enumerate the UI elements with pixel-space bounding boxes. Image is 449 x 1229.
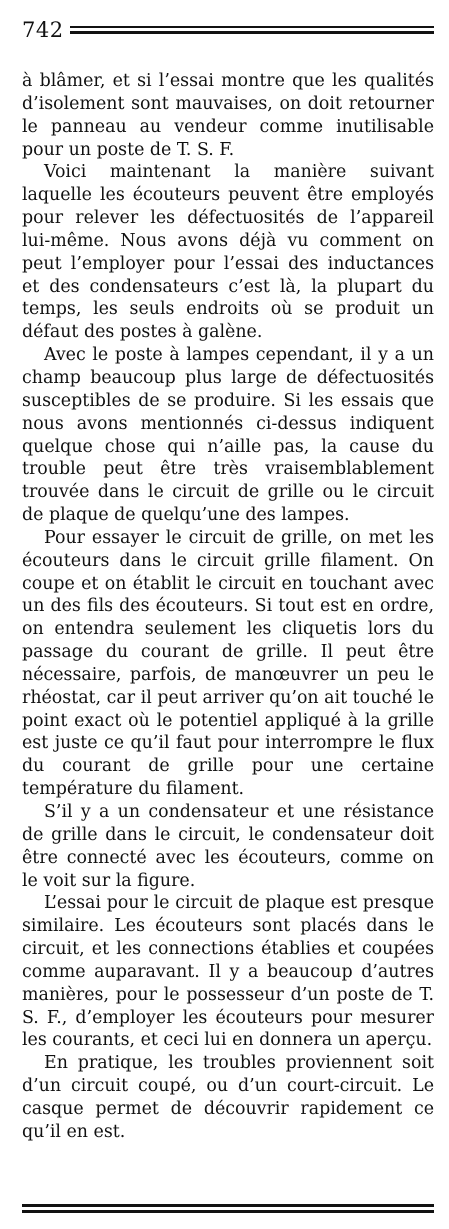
- footer-rule-lower-line: [22, 1210, 434, 1213]
- paragraph-en-pratique: En pratique, les troubles proviennent soit d’un circuit coupé, ou d’un court-circuit. Le casque permet de découvrir rapidement ce qu’il en est.: [22, 1053, 434, 1142]
- page-header: [22, 18, 434, 42]
- page-number: 742: [22, 18, 64, 42]
- paragraph-circuit-de-plaque: L’essai pour le circuit de plaque est presque similaire. Les écouteurs sont placés dans le circuit, et les connections établies et coupées comme auparavant. Il y a beaucoup d’autres manières, pour le possesseur d’un poste de T. S. F., d’employer les écouteurs pour mesurer les courants, et ceci lui en donnera un aperçu.: [22, 893, 434, 1051]
- header-rule: [70, 26, 434, 34]
- header-rule-thick-line: [70, 31, 434, 34]
- paragraph-ecouteurs-defectuosites: Voici maintenant la manière suivant laquelle les écouteurs peuvent être employés pour relever les défectuosités de l’appareil lui-même. Nous avons déjà vu comment on peut l’employer pour l’essai des inductances et des condensateurs c’est là, la plupart du temps, les seuls endroits où se produit un défaut des postes à galène.: [22, 162, 434, 343]
- footer-rule: [22, 1204, 434, 1214]
- header-rule-thin-line: [70, 26, 434, 28]
- footer-rule-upper-line: [22, 1204, 434, 1207]
- paragraph-circuit-de-grille: Pour essayer le circuit de grille, on met les écouteurs dans le circuit grille filament. On coupe et on établit le circuit en touchant avec un des fils des écouteurs. Si tout est en ordre, on entendra seulement les cliquetis lors du passage du courant de grille. Il peut être nécessaire, parfois, de manœuvrer un peu le rhéostat, car il peut arriver qu’on ait touché le point exact où le potentiel appliqué à la grille est juste ce qu’il faut pour interrompre le flux du courant de grille pour une certaine température du filament.: [22, 527, 434, 800]
- paragraph-poste-a-lampes: Avec le poste à lampes cependant, il y a un champ beaucoup plus large de défectuosités susceptibles de se produire. Si les essais que nous avons mentionnés ci-dessus indiquent quelque chose qui n’aille pas, la cause du trouble peut être très vraisemblablement trouvée dans le circuit de grille ou le circuit de plaque de quelqu’une des lampes.: [22, 345, 434, 526]
- body-text: [22, 70, 434, 1144]
- paragraph-condensateur-resistance: S’il y a un condensateur et une résistance de grille dans le circuit, le condensateur doit être connecté avec les écouteurs, comme on le voit sur la figure.: [22, 802, 434, 891]
- paragraph-continued: à blâmer, et si l’essai montre que les qualités d’isolement sont mauvaises, on doit retourner le panneau au vendeur comme inutilisable pour un poste de T. S. F.: [22, 71, 434, 160]
